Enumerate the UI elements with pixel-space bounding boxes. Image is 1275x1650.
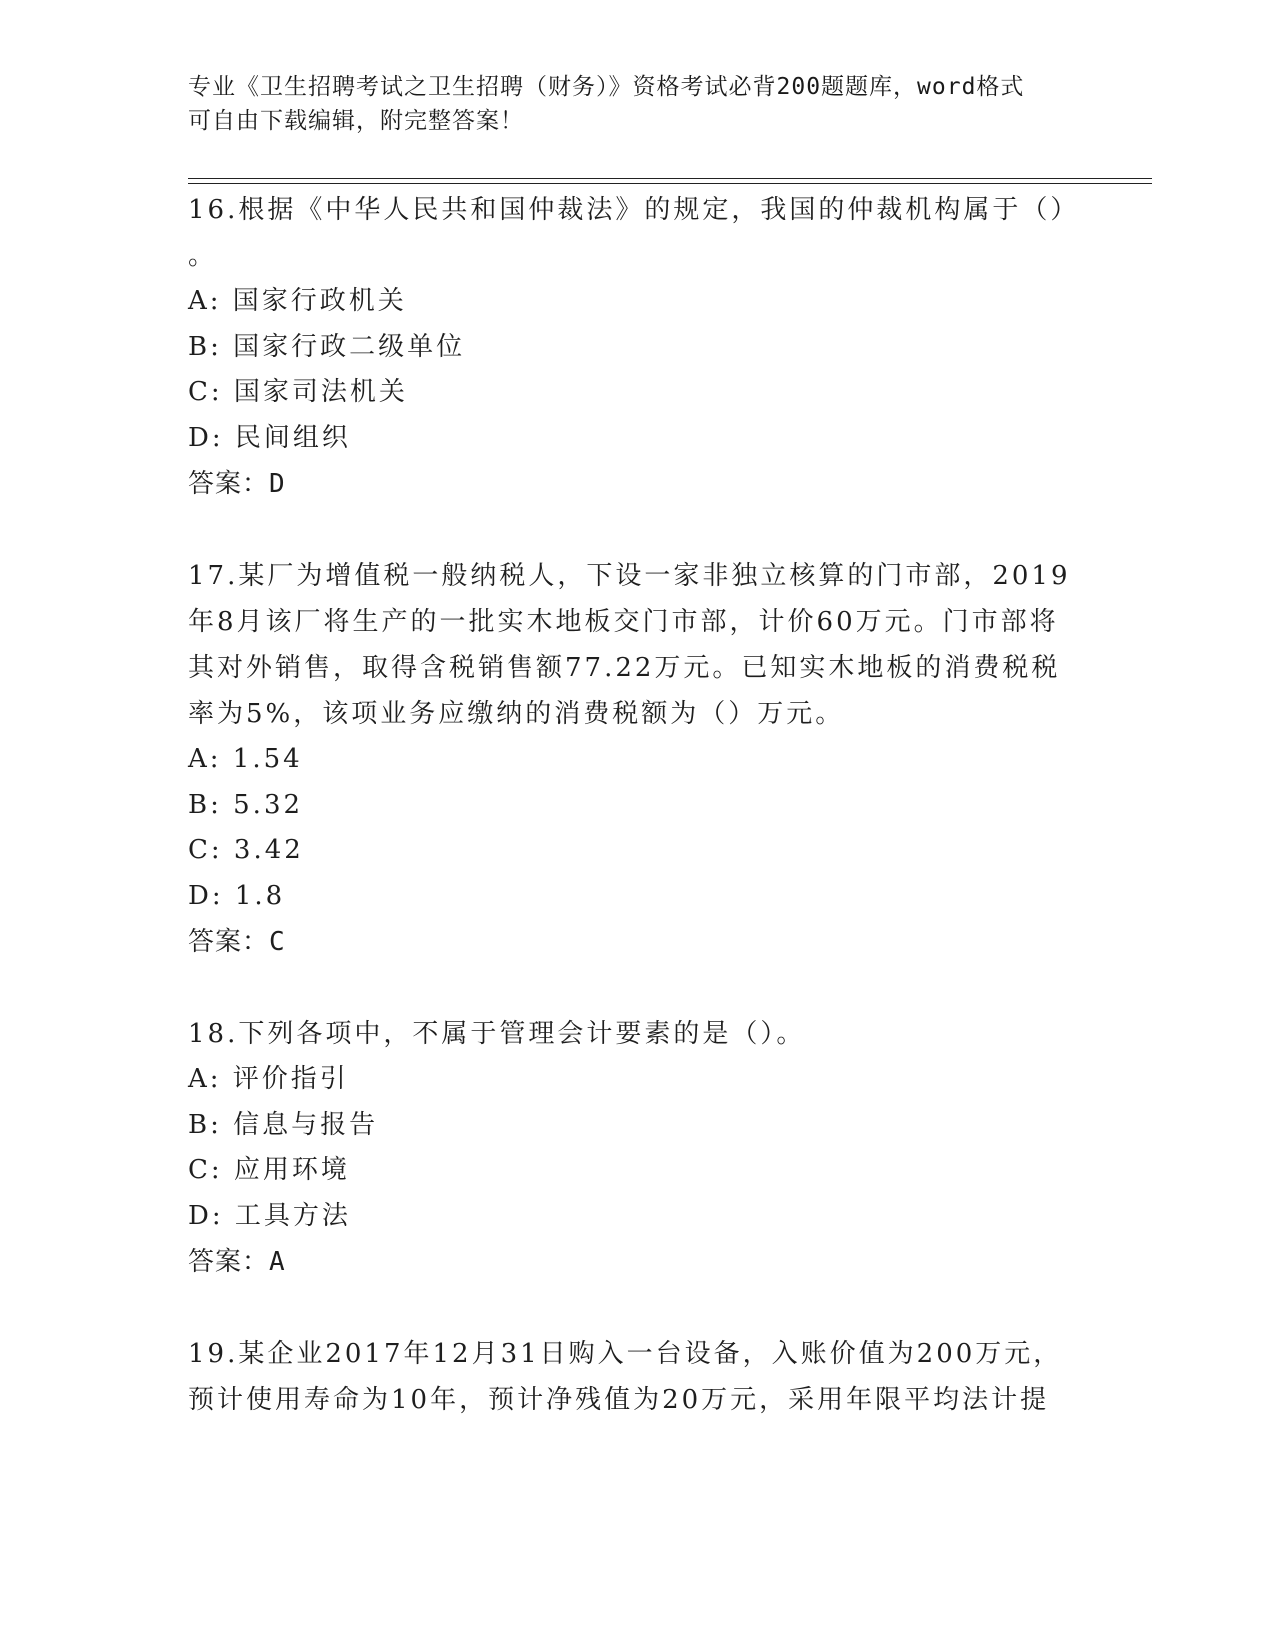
- option-a: A: 1.54: [188, 744, 303, 774]
- question-16: [188, 187, 1088, 507]
- document-header: [188, 70, 1088, 138]
- question-17: [188, 553, 1088, 965]
- option-a: A: 国家行政机关: [188, 286, 407, 316]
- answer-line: 答案：C: [188, 927, 286, 957]
- option-b: B: 5.32: [188, 789, 304, 820]
- option-a: A: 评价指引: [188, 1064, 349, 1094]
- option-c: C: 国家司法机关: [188, 377, 408, 407]
- question-stem: 19.某企业2017年12月31日购入一台设备，入账价值为200万元， 预计使用寿命为10年，预计净残值为20万元，采用年限平均法计提: [188, 1339, 1063, 1415]
- option-b: B: 国家行政二级单位: [188, 331, 466, 362]
- option-d: D: 民间组织: [188, 422, 351, 453]
- header-divider-top: [188, 178, 1152, 179]
- header-line-1: 专业《卫生招聘考试之卫生招聘（财务）》资格考试必背200题题库，word格式: [188, 74, 1025, 100]
- question-stem: 17.某厂为增值税一般纳税人，下设一家非独立核算的门市部，2019 年8月该厂将生产的一批实木地板交门市部，计价60万元。门市部将 其对外销售，取得含税销售额77.22万元。已知实木地板的消费税税 率为5%，该项业务应缴纳的消费税额为（）万元。: [188, 561, 1071, 729]
- question-list: [188, 187, 1088, 1423]
- question-18: [188, 1011, 1088, 1285]
- header-divider-bottom: [188, 183, 1152, 184]
- answer-line: 答案：A: [188, 1247, 286, 1277]
- option-c: C: 3.42: [188, 835, 304, 865]
- option-d: D: 工具方法: [188, 1200, 351, 1231]
- option-b: B: 信息与报告: [188, 1109, 379, 1140]
- question-stem: 18.下列各项中，不属于管理会计要素的是（）。: [188, 1019, 806, 1049]
- option-c: C: 应用环境: [188, 1155, 350, 1185]
- header-line-2: 可自由下载编辑，附完整答案！: [188, 108, 524, 134]
- option-d: D: 1.8: [188, 880, 286, 911]
- question-stem: 16.根据《中华人民共和国仲裁法》的规定，我国的仲裁机构属于（） 。: [188, 195, 1080, 271]
- answer-line: 答案：D: [188, 469, 286, 499]
- question-19: [188, 1331, 1088, 1423]
